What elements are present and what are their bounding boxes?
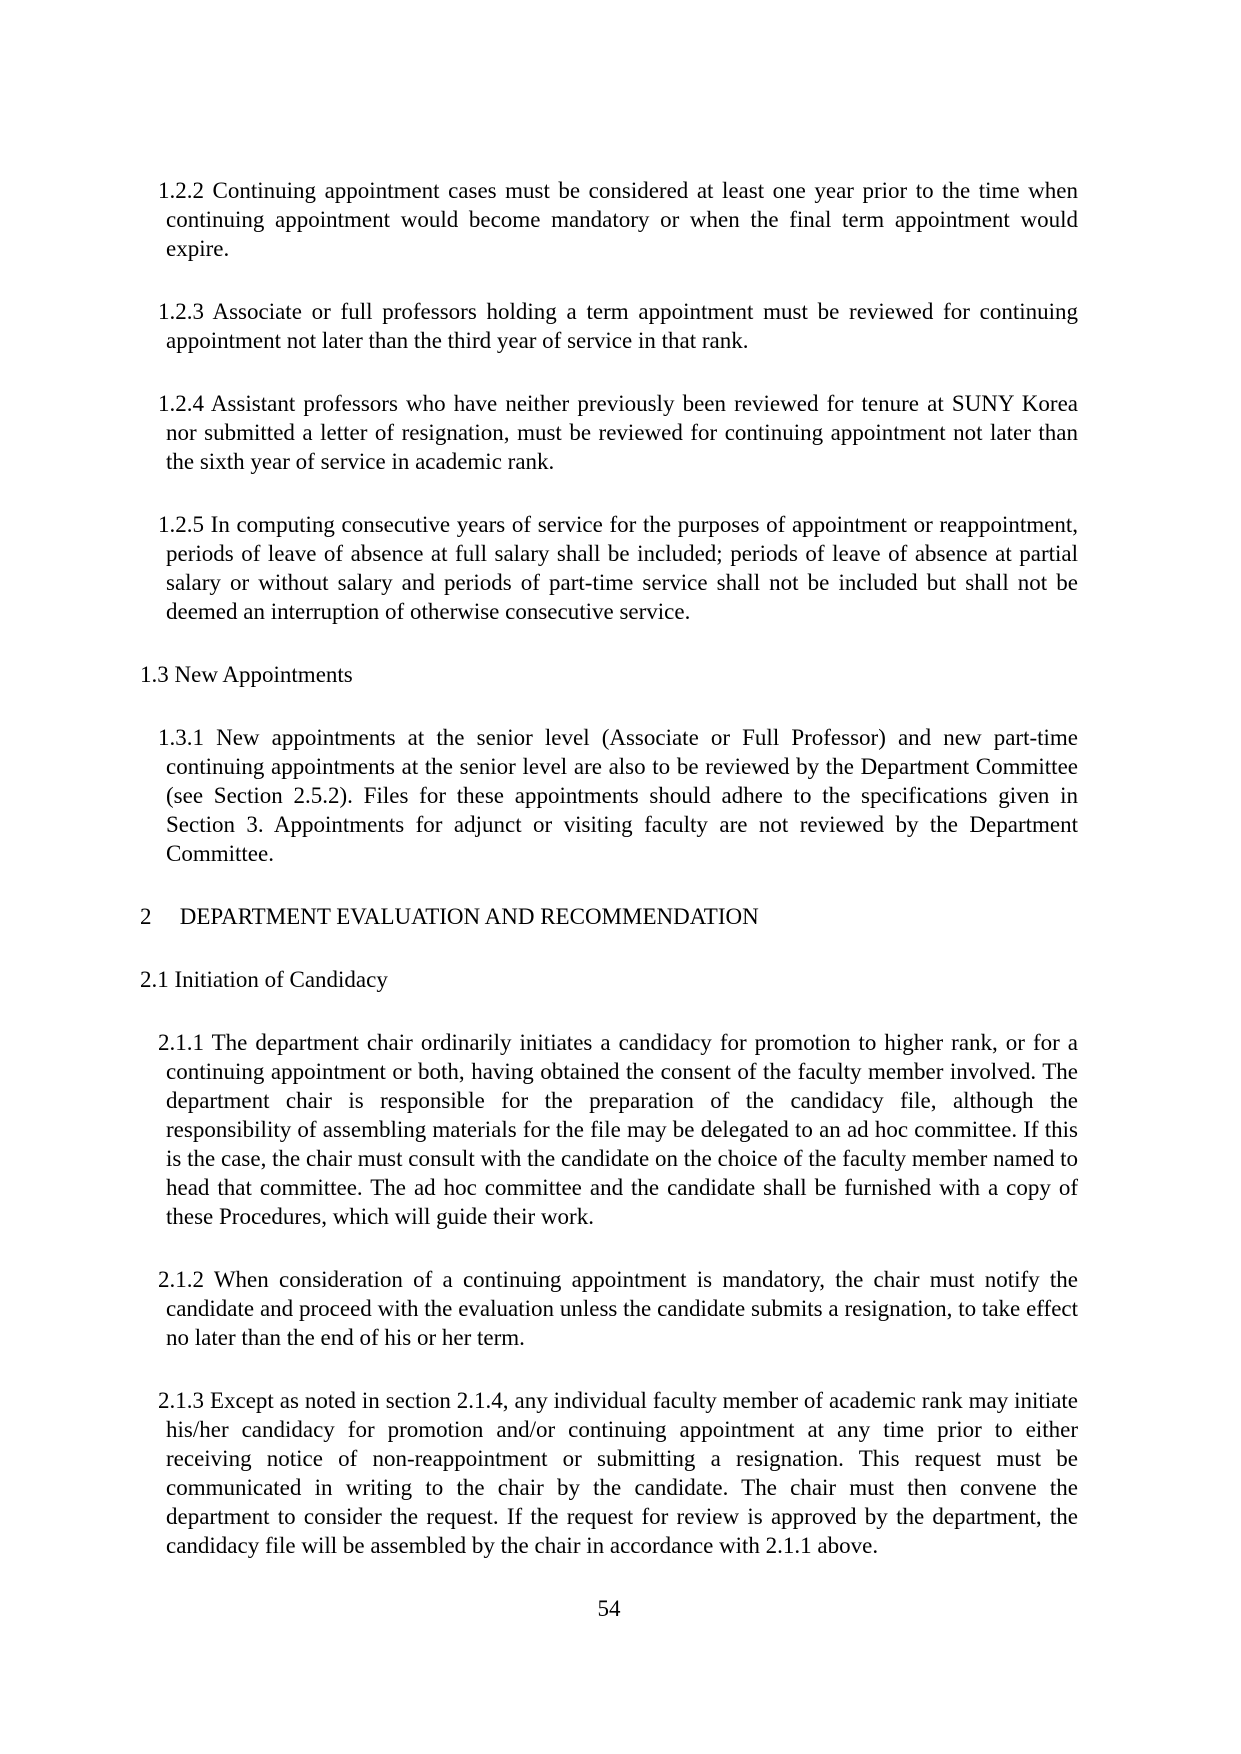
paragraph-text: Associate or full professors holding a term appointment must be reviewed for continuing appointment not later than the third year of service in that rank. (166, 299, 1079, 353)
paragraph-text: The department chair ordinarily initiates a candidacy for promotion to higher rank, or for a continuing appointment or both, having obtained the consent of the faculty member involved. The department chair is responsible for the preparation of the candidacy file, although the responsibility of assembling materials for the file may be delegated to an ad hoc committee. If this is the case, the chair must consult with the candidate on the choice of the faculty member named to head that committee. The ad hoc committee and the candidate shall be furnished with a copy of these Procedures, which will guide their work. (166, 1030, 1078, 1229)
paragraph-1-3-1 (158, 723, 1078, 868)
paragraph-1-2-5 (158, 510, 1078, 626)
heading-text: DEPARTMENT EVALUATION AND RECOMMENDATION (179, 904, 759, 929)
heading-1-3 (140, 660, 1078, 689)
heading-2-1 (140, 965, 1078, 994)
section-number: 1.2.3 (158, 299, 204, 324)
section-number: 2.1.2 (158, 1267, 204, 1292)
paragraph-text: New appointments at the senior level (Associate or Full Professor) and new part-time continuing appointments at the senior level are also to be reviewed by the Department Committee (see Section 2.5.2). Files for these appointments should adhere to the specifications given in Section 3. Appointments for adjunct or visiting faculty are not reviewed by the Department Committee. (166, 725, 1078, 866)
section-number: 1.2.2 (158, 178, 204, 203)
heading-text: New Appointments (174, 662, 353, 687)
heading-2 (140, 902, 1078, 931)
paragraph-text: Assistant professors who have neither previously been reviewed for tenure at SUNY Korea nor submitted a letter of resignation, must be reviewed for continuing appointment not later than the sixth year of service in academic rank. (166, 391, 1078, 474)
section-number: 1.3 (140, 662, 169, 687)
section-number: 2.1 (140, 967, 169, 992)
section-number: 2.1.3 (158, 1388, 204, 1413)
section-number: 2.1.1 (158, 1030, 204, 1055)
section-number: 1.2.5 (158, 512, 204, 537)
paragraph-text: Except as noted in section 2.1.4, any individual faculty member of academic rank may initiate his/her candidacy for promotion and/or continuing appointment at any time prior to either receiving notice of non-reappointment or submitting a resignation. This request must be communicated in writing to the chair by the candidate. The chair must then convene the department to consider the request. If the request for review is approved by the department, the candidacy file will be assembled by the chair in accordance with 2.1.1 above. (166, 1388, 1079, 1558)
section-number: 1.3.1 (158, 725, 204, 750)
heading-text: Initiation of Candidacy (174, 967, 388, 992)
page-number: 54 (597, 1596, 621, 1621)
paragraph-2-1-2 (158, 1265, 1078, 1352)
paragraph-1-2-3 (158, 297, 1079, 355)
section-number: 2 (140, 904, 152, 929)
page-body-text (140, 176, 1078, 1623)
paragraph-1-2-2 (158, 176, 1079, 263)
paragraph-text: In computing consecutive years of service for the purposes of appointment or reappointment, periods of leave of absence at full salary shall be included; periods of leave of absence at partial salary or without salary and periods of part-time service shall not be included but shall not be deemed an interruption of otherwise consecutive service. (166, 512, 1078, 624)
paragraph-2-1-3 (158, 1386, 1079, 1560)
paragraph-1-2-4 (158, 389, 1078, 476)
section-number: 1.2.4 (158, 391, 204, 416)
paragraph-text: When consideration of a continuing appointment is mandatory, the chair must notify the candidate and proceed with the evaluation unless the candidate submits a resignation, to take effect no later than the end of his or her term. (166, 1267, 1078, 1350)
paragraph-2-1-1 (158, 1028, 1078, 1231)
paragraph-text: Continuing appointment cases must be considered at least one year prior to the time when continuing appointment would become mandatory or when the final term appointment would expire. (166, 178, 1079, 261)
